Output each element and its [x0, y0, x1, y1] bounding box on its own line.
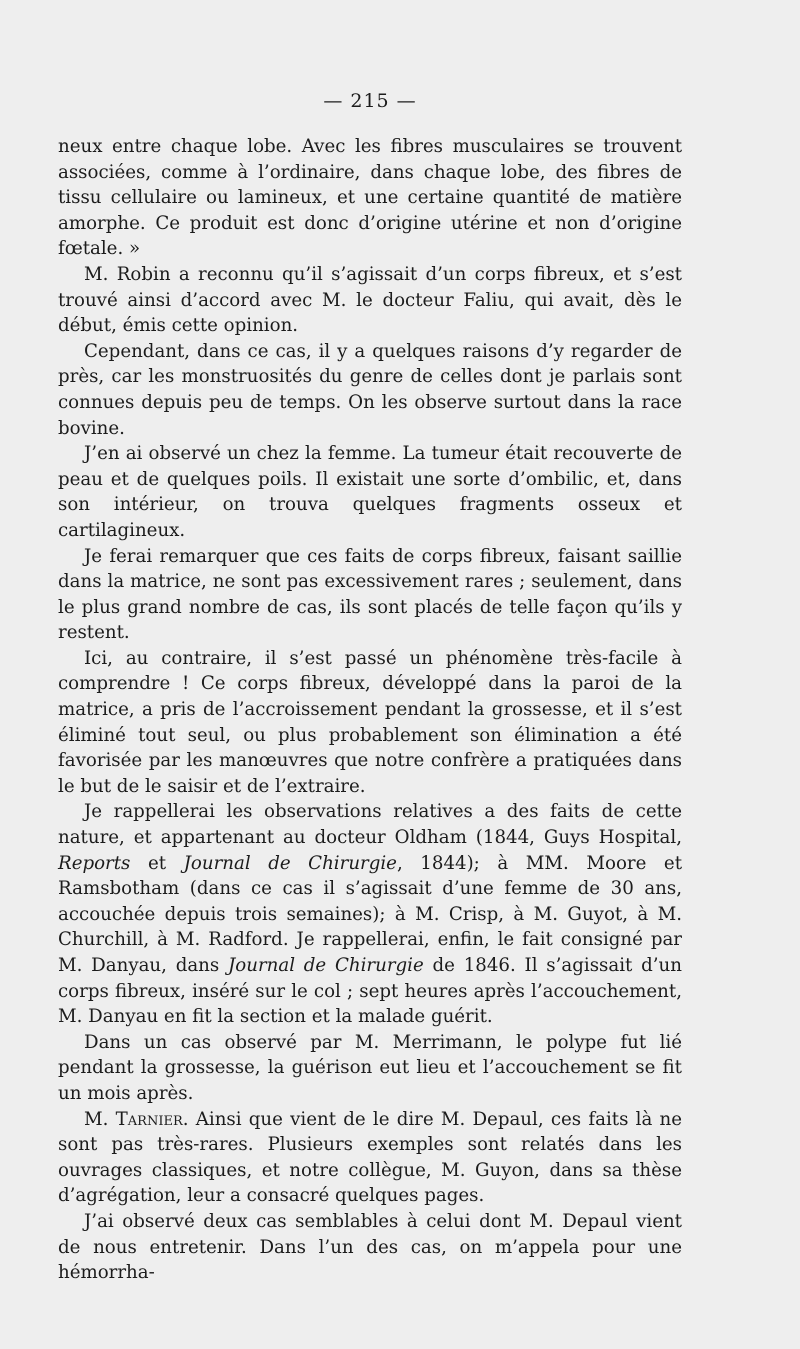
speaker-name: M. Tarnier. [84, 1108, 189, 1130]
italic-title: Reports [58, 852, 131, 874]
text-run: et [130, 852, 184, 874]
paragraph: Je ferai remarquer que ces faits de corps fibreux, faisant saillie dans la matrice, ne sont pas excessivement rares ; seulement, dans le plus grand nombre de cas, ils sont placés de telle façon qu’ils y restent. [58, 545, 682, 644]
paragraph-continuation: neux entre chaque lobe. Avec les fibres musculaires se trouvent associées, comme à l’ordinaire, dans chaque lobe, des fibres de tissu cellulaire ou lamineux, et une certaine quantité de matière amorphe. Ce produit est donc d’origine utérine et non d’origine fœtale. » [58, 136, 682, 260]
page-number: — 215 — [323, 90, 417, 112]
paragraph: J’ai observé deux cas semblables à celui dont M. Depaul vient de nous entretenir. Dans l’un des cas, on m’appela pour une hémorrha- [58, 1210, 682, 1284]
body-text [58, 134, 682, 1286]
paragraph: Dans un cas observé par M. Merrimann, le polype fut lié pendant la grossesse, la guérison eut lieu et l’accouchement se fit un mois après. [58, 1031, 682, 1104]
paragraph: J’en ai observé un chez la femme. La tumeur était recouverte de peau et de quelques poils. Il existait une sorte d’ombilic, et, dans son intérieur, on trouva quelques fragments osseux et cartilagineux. [58, 443, 682, 541]
paragraph: Ici, au contraire, il s’est passé un phénomène très-facile à comprendre ! Ce corps fibreux, développé dans la paroi de la matrice, a pris de l’accroissement pendant la grossesse, et il s’est éliminé tout seul, ou plus probablement son élimination a été favorisée par les manœuvres que notre confrère a pratiquées dans le but de le saisir et de l’extraire. [58, 647, 682, 797]
paragraph: M. Robin a reconnu qu’il s’agissait d’un corps fibreux, et s’est trouvé ainsi d’accord avec M. le docteur Faliu, qui avait, dès le début, émis cette opinion. [58, 263, 682, 337]
text-run: , 1844); à MM. Moore et Ramsbotham (dans ce cas il s’agissait d’une femme de 30 ans, accouchée depuis trois semaines); à M. Crisp, à M. Guyot, à M. Churchill, à M. Radford. Je rappellerai, enfin, le fait consigné par M. Danyau, dans [58, 852, 683, 976]
italic-title: Journal de Chirurgie [183, 852, 397, 874]
paragraph-references [58, 799, 682, 1029]
paragraph: Cependant, dans ce cas, il y a quelques raisons d’y regarder de près, car les monstruosités du genre de celles dont je parlais sont connues depuis peu de temps. On les observe surtout dans la race bovine. [58, 340, 682, 439]
italic-title: Journal de Chirurgie [228, 955, 424, 976]
paragraph-speaker [58, 1107, 682, 1209]
text-run: Je rappellerai les observations relatives a des faits de cette nature, et appartenant au docteur Oldham (1844, Guys Hospital, [58, 801, 682, 849]
text-run: Ainsi que vient de le dire M. Depaul, ces faits là ne sont pas très-rares. Plusieurs exemples sont relatés dans les ouvrages classiques, et notre collègue, M. Guyon, dans sa thèse d’agrégation, leur a consacré quelques pages. [58, 1108, 682, 1207]
text-run: de 1846. Il s’agissait d’un corps fibreux, inséré sur le col ; sept heures après l’accouchement, M. Danyau en fit la section et la malade guérit. [58, 955, 682, 1028]
